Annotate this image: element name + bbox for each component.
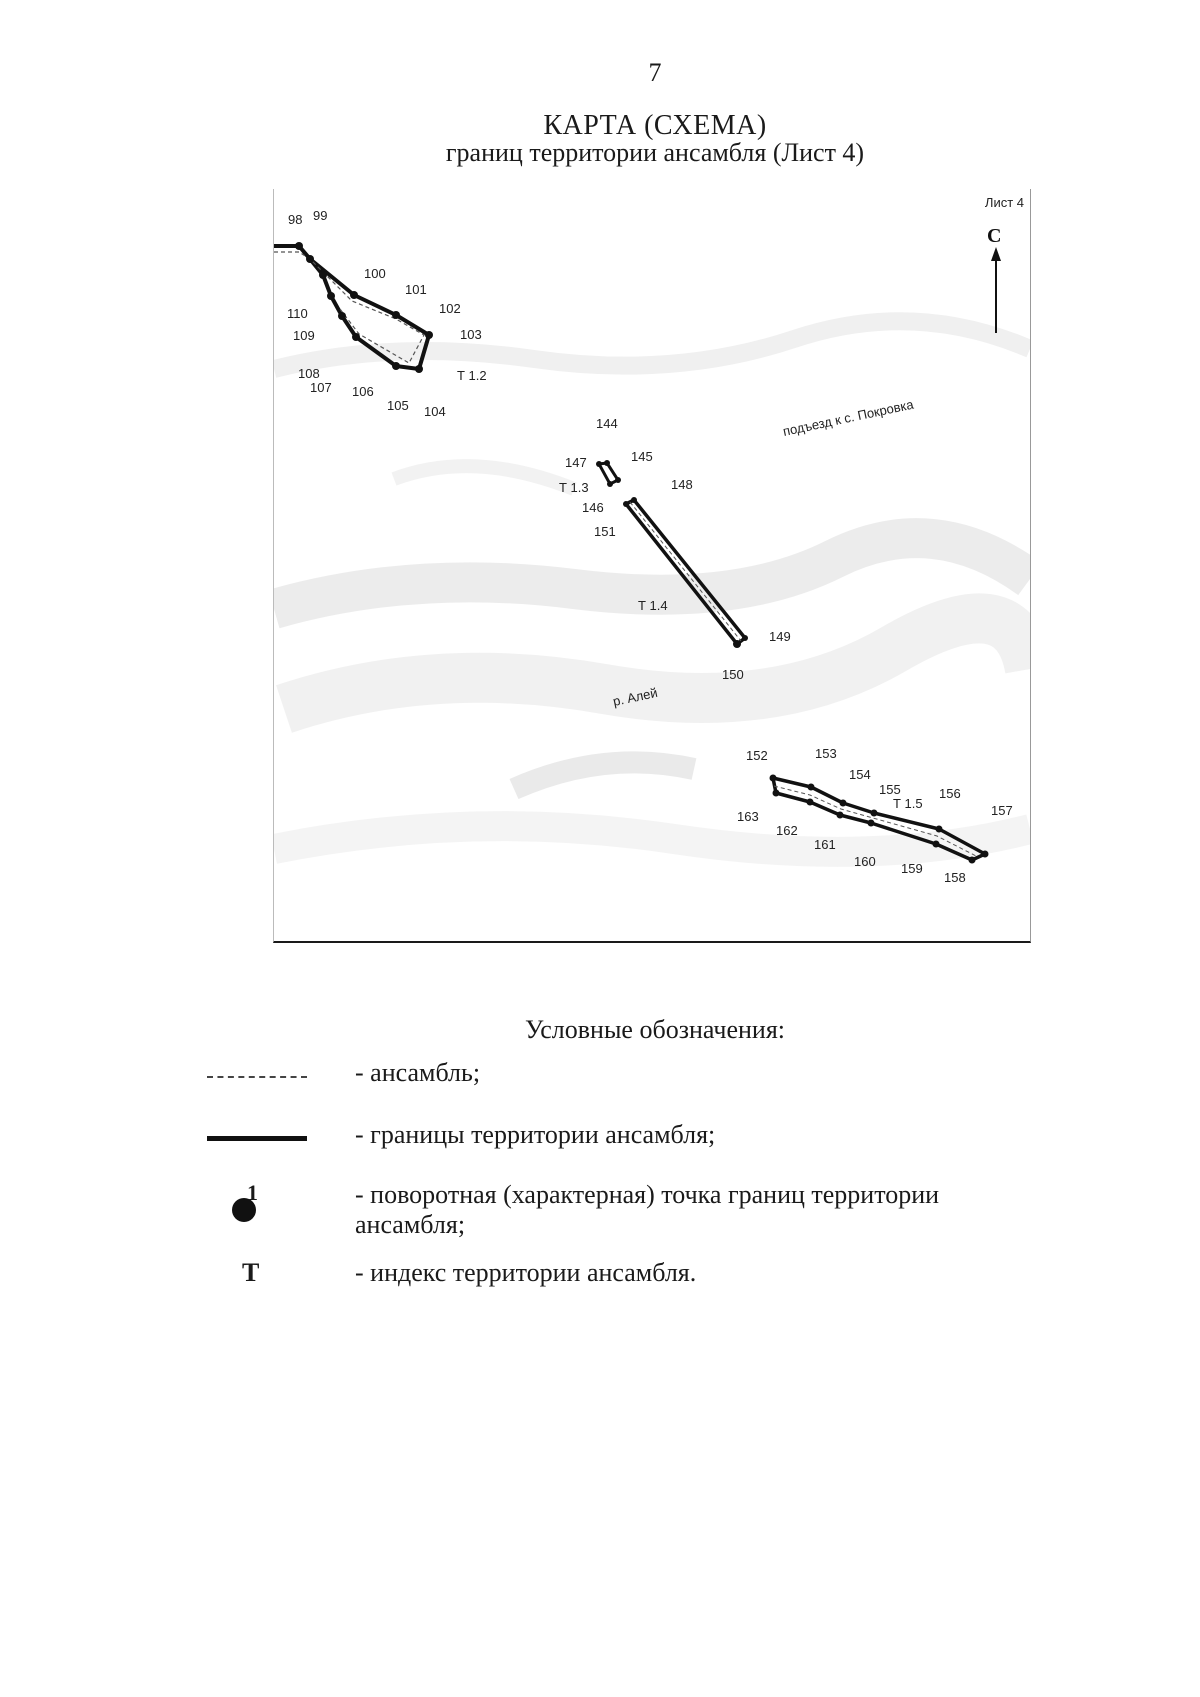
dashed-line-symbol (207, 1058, 307, 1098)
page-number: 7 (648, 58, 662, 87)
legend-item-text: - поворотная (характерная) точка границ территории ансамбля; (355, 1180, 940, 1239)
point-label: 99 (313, 208, 328, 223)
point-label: 107 (310, 380, 332, 395)
point-label: 160 (854, 854, 876, 869)
map-canvas (274, 189, 1030, 941)
legend-item-index (207, 1258, 1107, 1308)
map-background (274, 189, 1030, 941)
point-label: 159 (901, 861, 923, 876)
legend-item-ensemble (207, 1058, 1107, 1108)
point-label: 158 (944, 870, 966, 885)
point-symbol-number: 1 (247, 1180, 258, 1205)
territory-label: Т 1.2 (457, 368, 487, 383)
legend-item-boundary (207, 1120, 1107, 1170)
legend-item-text: - ансамбль; (355, 1058, 481, 1087)
point-symbol (207, 1180, 307, 1220)
point-label: 150 (722, 667, 744, 682)
point-label: 149 (769, 629, 791, 644)
point-label: 102 (439, 301, 461, 316)
point-label: 154 (849, 767, 871, 782)
road-label: подъезд к с. Покровка (781, 396, 915, 439)
point-label: 103 (460, 327, 482, 342)
point-label: 155 (879, 782, 901, 797)
point-label: 151 (594, 524, 616, 539)
index-symbol (207, 1258, 307, 1298)
point-label: 109 (293, 328, 315, 343)
point-label: 162 (776, 823, 798, 838)
point-label: 152 (746, 748, 768, 763)
point-label: 104 (424, 404, 446, 419)
point-label: 110 (287, 306, 308, 321)
legend-item-text: - границы территории ансамбля; (355, 1120, 716, 1149)
legend-item-text: - индекс территории ансамбля. (355, 1258, 697, 1287)
sheet-label: Лист 4 (984, 195, 1024, 210)
point-label: 161 (814, 837, 836, 852)
index-symbol-letter: Т (242, 1258, 260, 1287)
point-label: 153 (815, 746, 837, 761)
point-label: 108 (298, 366, 320, 381)
point-label: 105 (387, 398, 409, 413)
point-label: 146 (582, 500, 604, 515)
point-label: 147 (565, 455, 587, 470)
point-label: 101 (405, 282, 427, 297)
solid-line-symbol (207, 1120, 307, 1160)
territory-label: Т 1.4 (638, 598, 668, 613)
north-letter: С (987, 225, 1002, 247)
map-frame (273, 189, 1031, 943)
river-label: р. Алей (611, 684, 659, 709)
point-label: 148 (671, 477, 693, 492)
page-title: КАРТА (СХЕМА) (543, 110, 767, 141)
point-label: 157 (991, 803, 1013, 818)
point-label: 145 (631, 449, 653, 464)
territory-label: Т 1.5 (893, 796, 923, 811)
point-label: 106 (352, 384, 374, 399)
page-subtitle: границ территории ансамбля (Лист 4) (445, 138, 865, 167)
point-label: 163 (737, 809, 759, 824)
legend-heading: Условные обозначения: (524, 1015, 786, 1044)
territory-label: Т 1.3 (559, 480, 589, 495)
legend-item-point (207, 1180, 1107, 1250)
point-label: 156 (939, 786, 961, 801)
point-label: 98 (288, 212, 303, 227)
point-label: 144 (596, 416, 618, 431)
point-label: 100 (364, 266, 386, 281)
